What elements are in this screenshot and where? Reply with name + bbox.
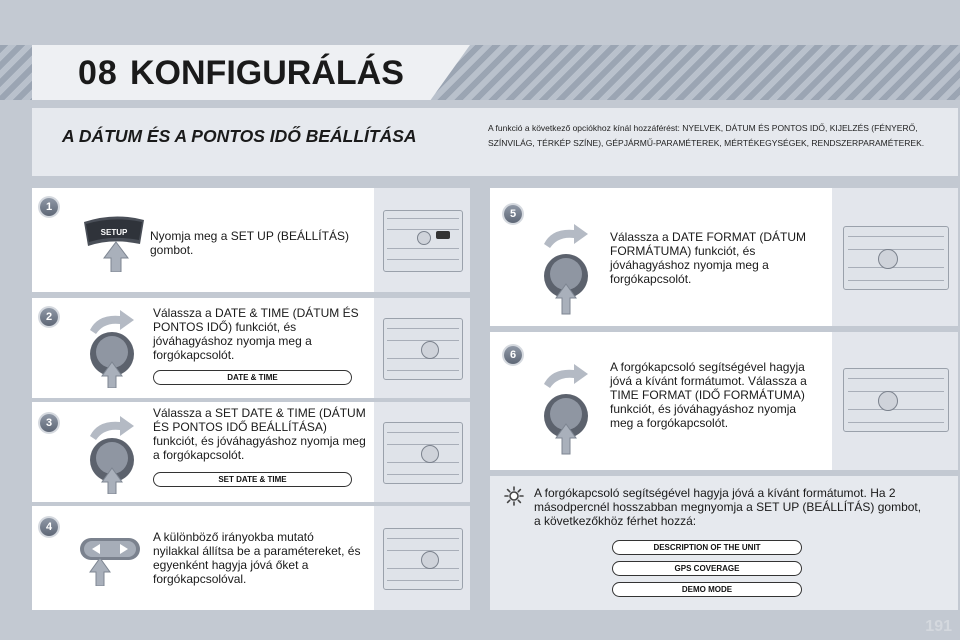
step-3-text: Válassza a SET DATE & TIME (DÁTUM ÉS PONTOS IDŐ BEÁLLÍTÁSA) funkciót, és jóváhagyáshoz nyomja meg a forgókapcsolót. bbox=[153, 406, 366, 462]
page-number: 191 bbox=[925, 618, 952, 635]
sun-icon bbox=[504, 486, 524, 506]
step-6-number: 6 bbox=[504, 346, 522, 364]
set-date-time-menu-item[interactable]: SET DATE & TIME bbox=[153, 472, 352, 487]
section-title: A DÁTUM ÉS A PONTOS IDŐ BEÁLLÍTÁSA bbox=[62, 126, 417, 146]
step-5-text: Válassza a DATE FORMAT (DÁTUM FORMÁTUMA) funkciót, és jóváhagyáshoz nyomja meg a forgókapcsolót. bbox=[610, 230, 807, 286]
rotary-knob-push-icon bbox=[538, 218, 594, 316]
page-title: KONFIGURÁLÁS bbox=[130, 54, 404, 92]
step-4-text: A különböző irányokba mutató nyilakkal állítsa be a paramétereket, és egyenként hagyja jóvá őket a forgókapcsolóval. bbox=[153, 530, 361, 586]
setup-button-label: SETUP bbox=[100, 228, 128, 237]
step-2-radio-illustration bbox=[383, 318, 463, 380]
step-2-text: Válassza a DATE & TIME (DÁTUM ÉS PONTOS IDŐ) funkciót, és jóváhagyáshoz nyomja meg a forgókapcsolót. bbox=[153, 306, 359, 362]
step-3-number: 3 bbox=[40, 414, 58, 432]
date-time-menu-item[interactable]: DATE & TIME bbox=[153, 370, 352, 385]
chapter-number: 08 bbox=[78, 54, 118, 92]
description-of-unit-option[interactable]: DESCRIPTION OF THE UNIT bbox=[612, 540, 802, 555]
step-6-radio-illustration bbox=[843, 368, 949, 432]
step-1-radio-illustration bbox=[383, 210, 463, 272]
setup-button-icon bbox=[80, 214, 148, 272]
gps-coverage-option[interactable]: GPS COVERAGE bbox=[612, 561, 802, 576]
rotary-knob-push-icon bbox=[84, 412, 140, 494]
step-6-text: A forgókapcsoló segítségével hagyja jóvá a kívánt formátumot. Válassza a TIME FORMAT (IDŐ FORMÁTUMA) funkciót, és jóváhagyáshoz nyomja meg a forgókapcsolót. bbox=[610, 360, 807, 430]
step-3-radio-illustration bbox=[383, 422, 463, 484]
step-4-radio-illustration bbox=[383, 528, 463, 590]
demo-mode-option[interactable]: DEMO MODE bbox=[612, 582, 802, 597]
step-2-number: 2 bbox=[40, 308, 58, 326]
tip-text: A forgókapcsoló segítségével hagyja jóvá a kívánt formátumot. Ha 2 másodpercnél hosszabban megnyomja a SET UP (BEÁLLÍTÁS) gombot, a következőkhöz férhet hozzá: bbox=[534, 486, 922, 528]
step-4-number: 4 bbox=[40, 518, 58, 536]
step-5-radio-illustration bbox=[843, 226, 949, 290]
rotary-knob-push-icon bbox=[84, 306, 140, 388]
direction-arrows-icon bbox=[74, 528, 146, 586]
rotary-knob-push-icon bbox=[538, 358, 594, 456]
section-intro: A funkció a következő opciókhoz kínál hozzáférést: NYELVEK, DÁTUM ÉS PONTOS IDŐ, KIJELZÉS (FÉNYERŐ, SZÍNVILÁG, TÉRKÉP SZÍNE), GÉPJÁRMŰ-PARAMÉTEREK, MÉRTÉKEGYSÉGEK, RENDSZERPARAMÉTEREK. bbox=[488, 123, 925, 148]
step-1-text: Nyomja meg a SET UP (BEÁLLÍTÁS) gombot. bbox=[150, 229, 349, 257]
step-1-number: 1 bbox=[40, 198, 58, 216]
step-5-number: 5 bbox=[504, 205, 522, 223]
